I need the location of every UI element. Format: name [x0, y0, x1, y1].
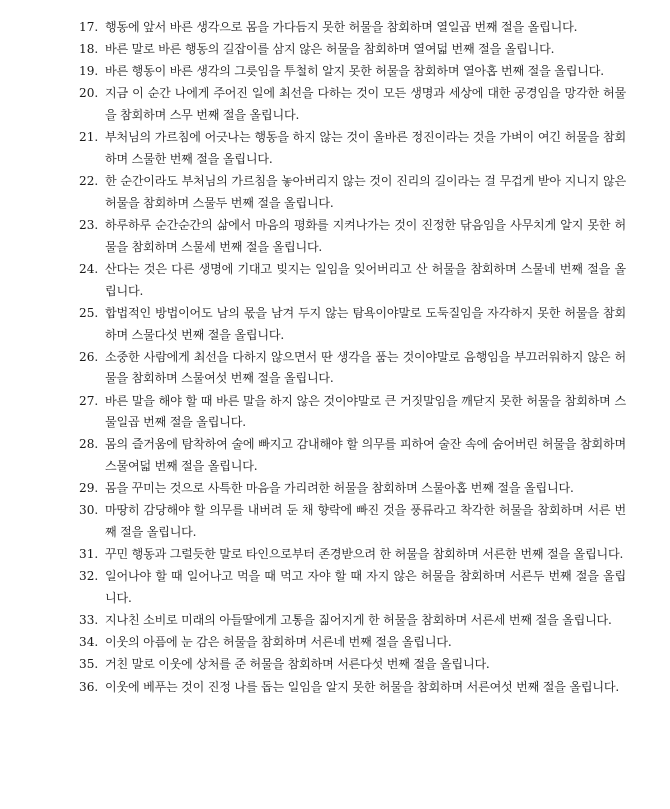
- list-item: [79, 215, 626, 259]
- item-text: 몸을 꾸미는 것으로 사특한 마음을 가리려한 허물을 참회하며 스물아홉 번째 절을 올립니다.: [105, 481, 574, 496]
- list-item: [79, 17, 626, 39]
- item-text: 소중한 사람에게 최선을 다하지 않으면서 딴 생각을 품는 것이야말로 음행임을 부끄러워하지 않은 허물을 참회하며 스물여섯 번째 절을 올립니다.: [105, 349, 626, 386]
- item-number: 19.: [79, 64, 99, 79]
- item-number: 22.: [79, 174, 99, 189]
- list-item: [79, 61, 626, 83]
- item-number: 18.: [79, 42, 99, 57]
- item-text: 산다는 것은 다른 생명에 기대고 빚지는 일임을 잊어버리고 산 허물을 참회하며 스물네 번째 절을 올립니다.: [105, 261, 626, 298]
- item-number: 17.: [79, 20, 99, 34]
- item-text: 하루하루 순간순간의 삶에서 마음의 평화를 지켜나가는 것이 진정한 닦음임을 사무치게 알지 못한 허물을 참회하며 스물세 번째 절을 올립니다.: [105, 217, 626, 254]
- item-text: 한 순간이라도 부처님의 가르침을 놓아버리지 않는 것이 진리의 길이라는 걸 무겁게 받아 지니지 않은 허물을 참회하며 스물두 번째 절을 올립니다.: [105, 174, 626, 210]
- item-text: 일어나야 할 때 일어나고 먹을 때 먹고 자야 할 때 자지 않은 허물을 참회하며 서른두 번째 절을 올립니다.: [105, 569, 626, 606]
- list-item: [79, 434, 626, 478]
- list-item: [79, 259, 626, 303]
- list-item: [79, 478, 626, 500]
- item-text: 거친 말로 이웃에 상처를 준 허물을 참회하며 서른다섯 번째 절을 올립니다.: [105, 657, 490, 672]
- item-text: 부처님의 가르침에 어긋나는 행동을 하지 않는 것이 올바른 정진이라는 것을 가벼이 여긴 허물을 참회하며 스물한 번째 절을 올립니다.: [105, 130, 626, 166]
- list-item: [79, 566, 626, 610]
- item-number: 26.: [79, 349, 99, 364]
- list-item: [79, 677, 626, 699]
- item-number: 21.: [79, 130, 99, 145]
- item-text: 바른 말을 해야 할 때 바른 말을 하지 않은 것이야말로 큰 거짓말임을 깨닫지 못한 허물을 참회하며 스물일곱 번째 절을 올립니다.: [105, 393, 626, 430]
- item-text: 몸의 즐거움에 탐착하여 술에 빠지고 감내해야 할 의무를 피하여 술잔 속에 숨어버린 허물을 참회하며 스물여덟 번째 절을 올립니다.: [105, 437, 626, 474]
- list-item: [79, 83, 626, 127]
- list-item: [79, 303, 626, 347]
- item-number: 31.: [79, 547, 99, 562]
- item-number: 25.: [79, 305, 99, 320]
- item-text: 이웃의 아픔에 눈 감은 허물을 참회하며 서른네 번째 절을 올립니다.: [105, 635, 452, 650]
- item-number: 33.: [79, 613, 99, 628]
- list-item: [79, 171, 626, 215]
- list-item: [79, 391, 626, 435]
- item-number: 29.: [79, 481, 99, 496]
- list-item: [79, 347, 626, 391]
- item-text: 바른 말로 바른 행동의 길잡이를 삼지 않은 허물을 참회하며 열여덟 번째 절을 올립니다.: [105, 42, 555, 57]
- list-item: [79, 610, 626, 632]
- list-item: [79, 654, 626, 676]
- item-number: 34.: [79, 635, 99, 650]
- item-number: 23.: [79, 217, 99, 232]
- item-number: 24.: [79, 261, 99, 276]
- item-number: 27.: [79, 393, 99, 408]
- list-item: [79, 632, 626, 654]
- list-item: [79, 39, 626, 61]
- item-text: 행동에 앞서 바른 생각으로 몸을 가다듬지 못한 허물을 참회하며 열일곱 번째 절을 올립니다.: [105, 20, 578, 34]
- item-number: 20.: [79, 86, 99, 101]
- list-item: [79, 127, 626, 171]
- item-number: 28.: [79, 437, 99, 452]
- item-text: 마땅히 감당해야 할 의무를 내버려 둔 채 향락에 빠진 것을 풍류라고 착각한 허물을 참회하며 서른 번째 절을 올립니다.: [105, 503, 626, 540]
- item-number: 36.: [79, 679, 99, 694]
- item-text: 꾸민 행동과 그럴듯한 말로 타인으로부터 존경받으려 한 허물을 참회하며 서른한 번째 절을 올립니다.: [105, 547, 624, 562]
- item-number: 30.: [79, 503, 99, 518]
- item-number: 35.: [79, 657, 99, 672]
- list-item: [79, 500, 626, 544]
- item-text: 합법적인 방법이어도 남의 몫을 남겨 두지 않는 탐욕이야말로 도둑질임을 자각하지 못한 허물을 참회하며 스물다섯 번째 절을 올립니다.: [105, 305, 626, 342]
- item-text: 바른 행동이 바른 생각의 그릇임을 투철히 알지 못한 허물을 참회하며 열아홉 번째 절을 올립니다.: [105, 64, 604, 79]
- item-text: 지금 이 순간 나에게 주어진 일에 최선을 다하는 것이 모든 생명과 세상에 대한 공경임을 망각한 허물을 참회하며 스무 번째 절을 올립니다.: [105, 86, 626, 123]
- item-number: 32.: [79, 569, 99, 584]
- item-text: 지나친 소비로 미래의 아들딸에게 고통을 짊어지게 한 허물을 참회하며 서른세 번째 절을 올립니다.: [105, 613, 612, 628]
- list-item: [79, 544, 626, 566]
- item-text: 이웃에 베푸는 것이 진정 나를 돕는 일임을 알지 못한 허물을 참회하며 서른여섯 번째 절을 올립니다.: [105, 679, 619, 694]
